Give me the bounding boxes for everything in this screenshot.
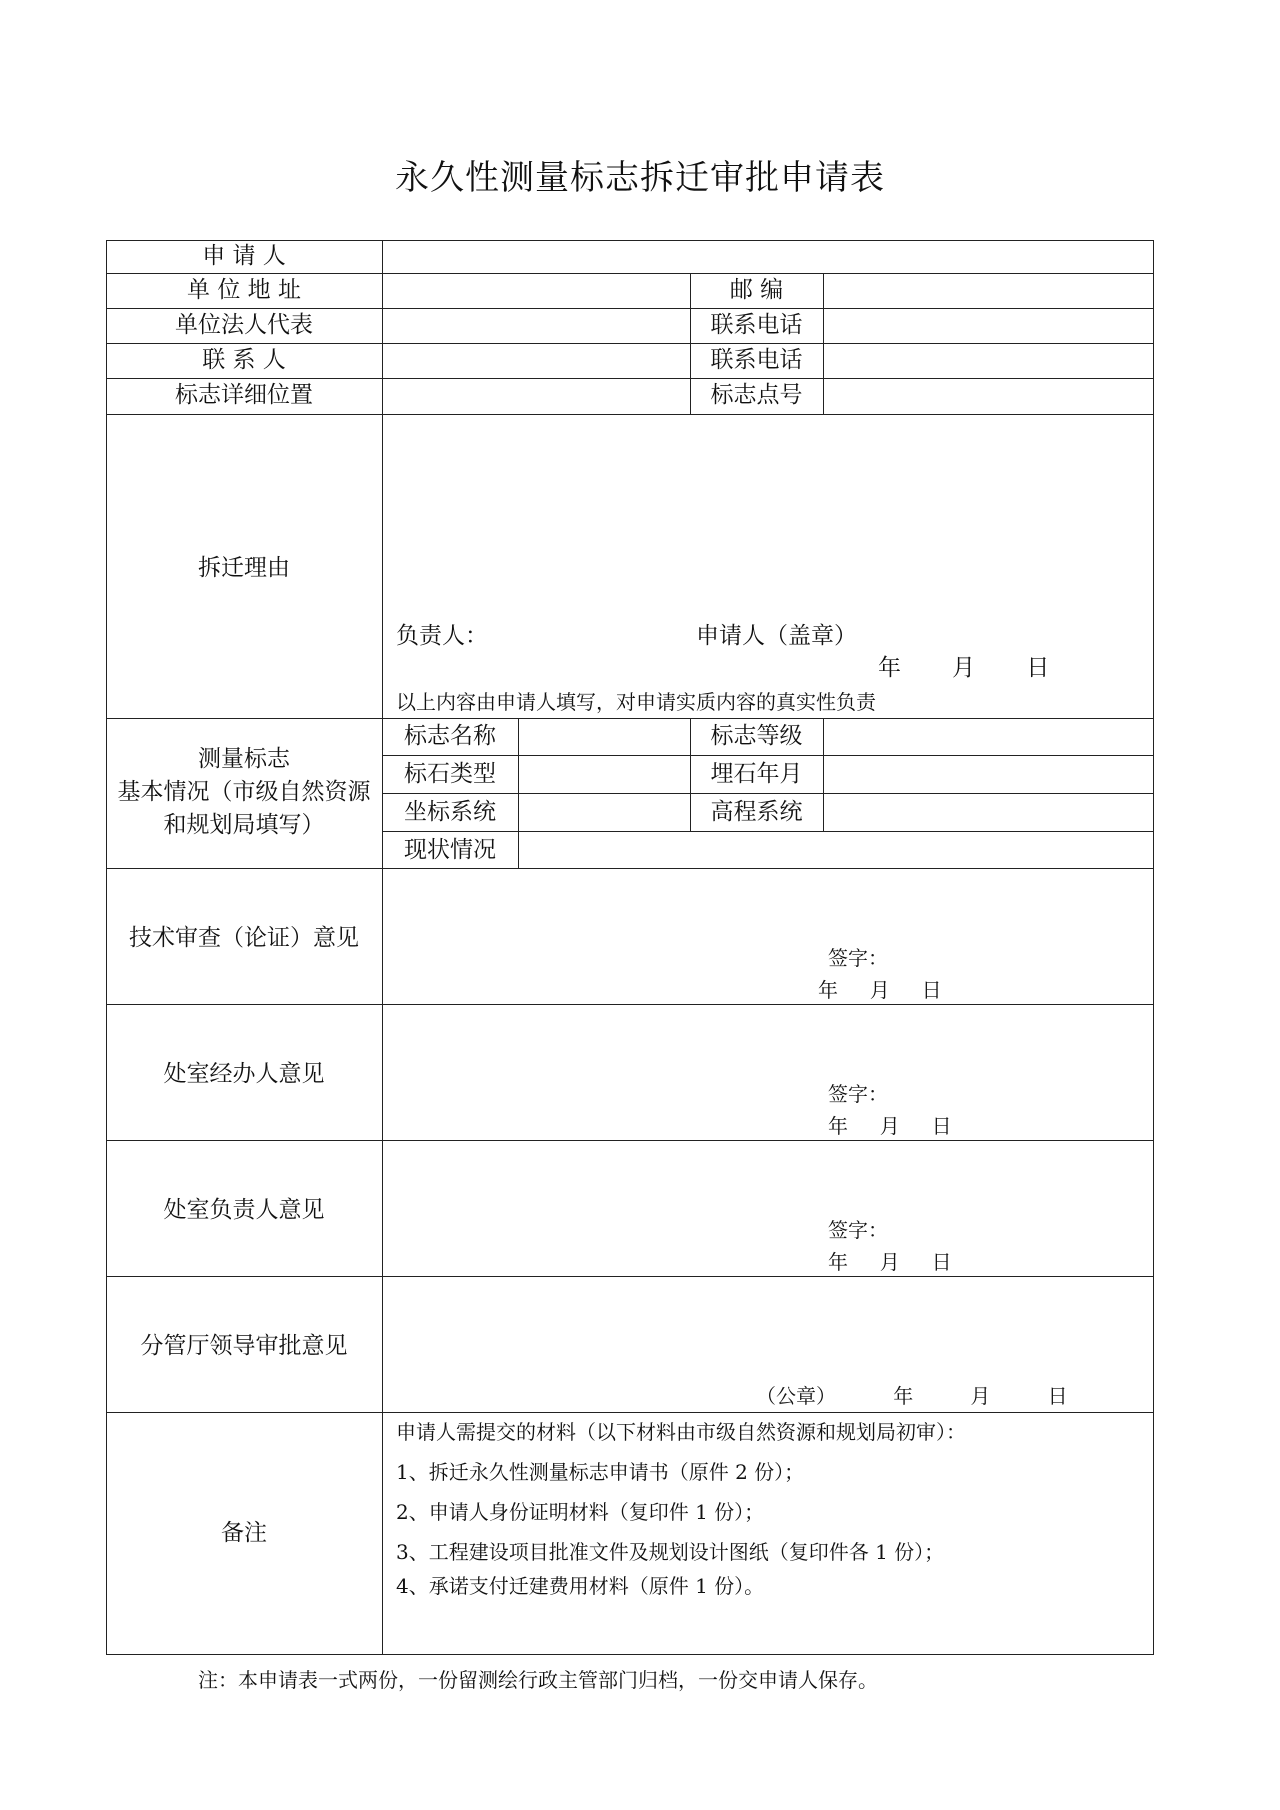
form-title: 永久性测量标志拆迁审批申请表 — [395, 158, 885, 198]
label-remarks: 备注 — [221, 1520, 267, 1546]
signature-date: 年 月 日 — [828, 1250, 952, 1274]
label-legal-representative: 单位法人代表 — [175, 312, 313, 338]
label-mark-name: 标志名称 — [404, 723, 496, 749]
label-mark-grade: 标志等级 — [710, 723, 803, 749]
label-unit-address: 单 位 地 址 — [187, 277, 301, 303]
signature-date: 年 月 日 — [818, 978, 942, 1002]
official-seal-date: （公章） 年 月 日 — [756, 1384, 1068, 1408]
row-divider — [382, 831, 1154, 832]
remarks-line: 2、申请人身份证明材料（复印件 1 份）； — [396, 1500, 765, 1524]
row-divider — [106, 1004, 1154, 1005]
label-technical-review: 技术审查（论证）意见 — [129, 925, 359, 951]
label-handler-opinion: 处室经办人意见 — [163, 1061, 325, 1087]
remarks-line: 申请人需提交的材料（以下材料由市级自然资源和规划局初审）： — [396, 1420, 966, 1444]
label-height-system: 高程系统 — [710, 799, 803, 825]
label-basic-info-title: 测量标志 — [198, 746, 290, 772]
label-contact-person: 联 系 人 — [202, 347, 286, 373]
signature-label: 签字： — [828, 1082, 888, 1106]
row-divider — [106, 414, 1154, 415]
label-postcode: 邮 编 — [729, 277, 784, 303]
signature-label: 签字： — [828, 946, 888, 970]
label-mark-location: 标志详细位置 — [175, 382, 313, 408]
row-divider — [106, 343, 1154, 344]
row-divider — [106, 378, 1154, 379]
row-divider — [106, 868, 1154, 869]
column-divider — [823, 718, 824, 831]
signature-date: 年 月 日 — [828, 1114, 952, 1138]
row-divider — [382, 755, 1154, 756]
remarks-line: 1、拆迁永久性测量标志申请书（原件 2 份）； — [396, 1460, 805, 1484]
row-divider — [106, 1276, 1154, 1277]
signature-label: 签字： — [828, 1218, 888, 1242]
label-phone: 联系电话 — [710, 347, 803, 373]
label-phone: 联系电话 — [710, 312, 803, 338]
label-applicant: 申 请 人 — [202, 243, 286, 269]
label-coordinate-system: 坐标系统 — [404, 799, 496, 825]
label-basic-info-subtitle: 基本情况（市级自然资源和规划局填写） — [117, 779, 371, 839]
label-stone-type: 标石类型 — [404, 761, 496, 787]
label-relocation-reason: 拆迁理由 — [198, 555, 290, 581]
row-divider — [106, 308, 1154, 309]
label-mark-number: 标志点号 — [710, 382, 803, 408]
applicant-seal-label: 申请人（盖章） — [696, 623, 857, 649]
label-office-head-opinion: 处室负责人意见 — [163, 1197, 325, 1223]
row-divider — [106, 1140, 1154, 1141]
remarks-line: 4、承诺支付迁建费用材料（原件 1 份）。 — [396, 1574, 765, 1598]
column-divider — [823, 273, 824, 414]
row-divider — [106, 273, 1154, 274]
label-current-status: 现状情况 — [404, 837, 496, 863]
row-divider — [106, 718, 1154, 719]
responsible-person-label: 负责人： — [396, 623, 488, 649]
row-divider — [382, 793, 1154, 794]
row-divider — [106, 1412, 1154, 1413]
label-leader-approval: 分管厅领导审批意见 — [140, 1333, 348, 1359]
remarks-line: 3、工程建设项目批准文件及规划设计图纸（复印件各 1 份）； — [396, 1540, 945, 1564]
relocation-date: 年 月 日 — [878, 655, 1050, 681]
applicant-responsibility-note: 以上内容由申请人填写，对申请实质内容的真实性负责 — [396, 690, 876, 714]
column-divider — [382, 240, 383, 1655]
label-burial-date: 埋石年月 — [710, 761, 803, 787]
column-divider — [518, 718, 519, 868]
footer-note: 注：本申请表一式两份，一份留测绘行政主管部门归档，一份交申请人保存。 — [198, 1668, 878, 1692]
